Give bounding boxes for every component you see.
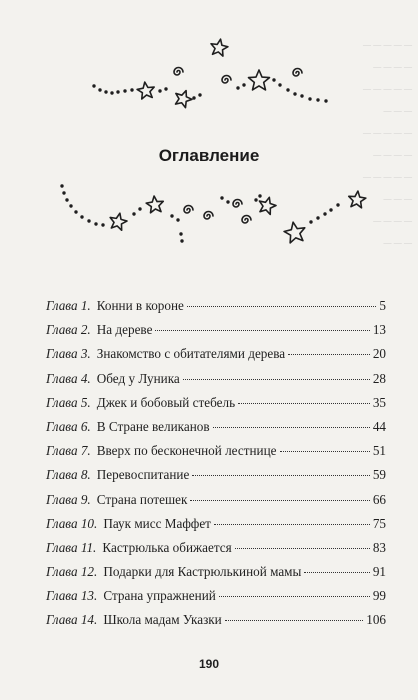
chapter-title: Джек и бобовый стебель — [96, 394, 236, 410]
toc-entry[interactable] — [46, 298, 386, 322]
show-through-text: — — — — — — — — — — — — — — — — — — — — — — — — — — — — — — — — — — — — — — — — — — [362, 40, 412, 248]
chapter-label: Глава 14. — [46, 612, 98, 628]
chapter-page-number: 35 — [372, 394, 386, 410]
page-number: 190 — [198, 657, 220, 671]
chapter-page-number: 13 — [372, 322, 386, 338]
chapter-title: Школа мадам Указки — [103, 612, 222, 628]
chapter-title: Страна потешек — [96, 491, 188, 507]
page-title: Оглавление — [158, 146, 260, 165]
chapter-title: На дереве — [96, 322, 153, 338]
chapter-label: Глава 12. — [46, 564, 98, 580]
chapter-title: В Стране великанов — [96, 418, 210, 434]
chapter-page-number: 59 — [372, 467, 386, 483]
chapter-page-number: 5 — [379, 298, 386, 313]
chapter-label: Глава 8. — [46, 467, 91, 483]
dot-leader — [213, 427, 370, 428]
toc-entry[interactable] — [46, 443, 386, 467]
chapter-title: Подарки для Кастрюлькиной мамы — [103, 564, 302, 580]
chapter-label: Глава 10. — [46, 515, 98, 531]
toc-entry[interactable] — [46, 322, 386, 346]
chapter-label: Глава 9. — [46, 491, 91, 507]
dot-leader — [192, 475, 369, 476]
stars-swirls-ornament-bottom — [0, 172, 418, 252]
chapter-label: Глава 13. — [46, 588, 98, 604]
toc-entry[interactable] — [46, 492, 386, 516]
chapter-label: Глава 11. — [46, 539, 97, 555]
dot-leader — [187, 306, 377, 307]
dot-leader — [183, 379, 370, 380]
chapter-title: Паук мисс Маффет — [103, 515, 211, 531]
toc-entry[interactable] — [46, 588, 386, 612]
dot-leader — [190, 500, 369, 501]
dot-leader — [225, 620, 363, 621]
chapter-label: Глава 3. — [46, 346, 91, 362]
chapter-page-number: 106 — [366, 612, 386, 628]
chapter-title: Перевоспитание — [96, 467, 190, 483]
chapter-page-number: 51 — [372, 443, 386, 459]
chapter-label: Глава 1. — [46, 298, 91, 313]
toc-entry[interactable] — [46, 612, 386, 636]
chapter-label: Глава 7. — [46, 443, 91, 459]
toc-entry[interactable] — [46, 540, 386, 564]
dot-leader — [304, 572, 369, 573]
chapter-page-number: 75 — [372, 515, 386, 531]
toc-entry[interactable] — [46, 516, 386, 540]
star-icon — [108, 211, 128, 231]
star-icon — [348, 190, 367, 208]
chapter-label: Глава 5. — [46, 394, 91, 410]
star-icon — [249, 70, 270, 90]
toc-entry[interactable] — [46, 419, 386, 443]
spiral-icon — [233, 200, 242, 208]
dot-leader — [280, 451, 370, 452]
chapter-title: Конни в короне — [96, 298, 184, 313]
table-of-contents — [46, 298, 386, 637]
chapter-page-number: 91 — [372, 564, 386, 580]
chapter-page-number: 66 — [372, 491, 386, 507]
toc-entry[interactable] — [46, 564, 386, 588]
spiral-icon — [184, 206, 193, 214]
chapter-page-number: 83 — [372, 539, 386, 555]
chapter-label: Глава 2. — [46, 322, 91, 338]
chapter-title: Знакомство с обитателями дерева — [96, 346, 286, 362]
toc-entry[interactable] — [46, 346, 386, 370]
star-icon — [146, 195, 165, 213]
spiral-icon — [242, 216, 251, 224]
chapter-page-number: 99 — [372, 588, 386, 604]
spiral-icon — [222, 76, 231, 84]
spiral-icon — [293, 69, 302, 77]
dot-leader — [214, 524, 370, 525]
star-icon — [136, 81, 155, 100]
chapter-title: Страна упражнений — [103, 588, 216, 604]
dot-leader — [219, 596, 370, 597]
dot-leader — [155, 330, 369, 331]
dot-leader — [235, 548, 370, 549]
star-icon — [283, 220, 307, 243]
chapter-title: Обед у Луника — [96, 370, 180, 386]
toc-entry[interactable] — [46, 467, 386, 491]
chapter-title: Кастрюлька обижается — [102, 539, 232, 555]
toc-entry[interactable] — [46, 395, 386, 419]
dot-leader — [238, 403, 370, 404]
chapter-page-number: 44 — [372, 418, 386, 434]
star-icon — [209, 38, 229, 57]
dot-leader — [288, 354, 370, 355]
spiral-icon — [204, 212, 213, 220]
star-icon — [172, 88, 194, 109]
stars-swirls-ornament-top — [0, 28, 418, 118]
chapter-title: Вверх по бесконечной лестнице — [96, 443, 277, 459]
chapter-label: Глава 4. — [46, 370, 91, 386]
chapter-label: Глава 6. — [46, 418, 91, 434]
spiral-icon — [174, 68, 183, 76]
chapter-page-number: 28 — [372, 370, 386, 386]
chapter-page-number: 20 — [372, 346, 386, 362]
toc-entry[interactable] — [46, 371, 386, 395]
star-icon — [257, 195, 278, 215]
